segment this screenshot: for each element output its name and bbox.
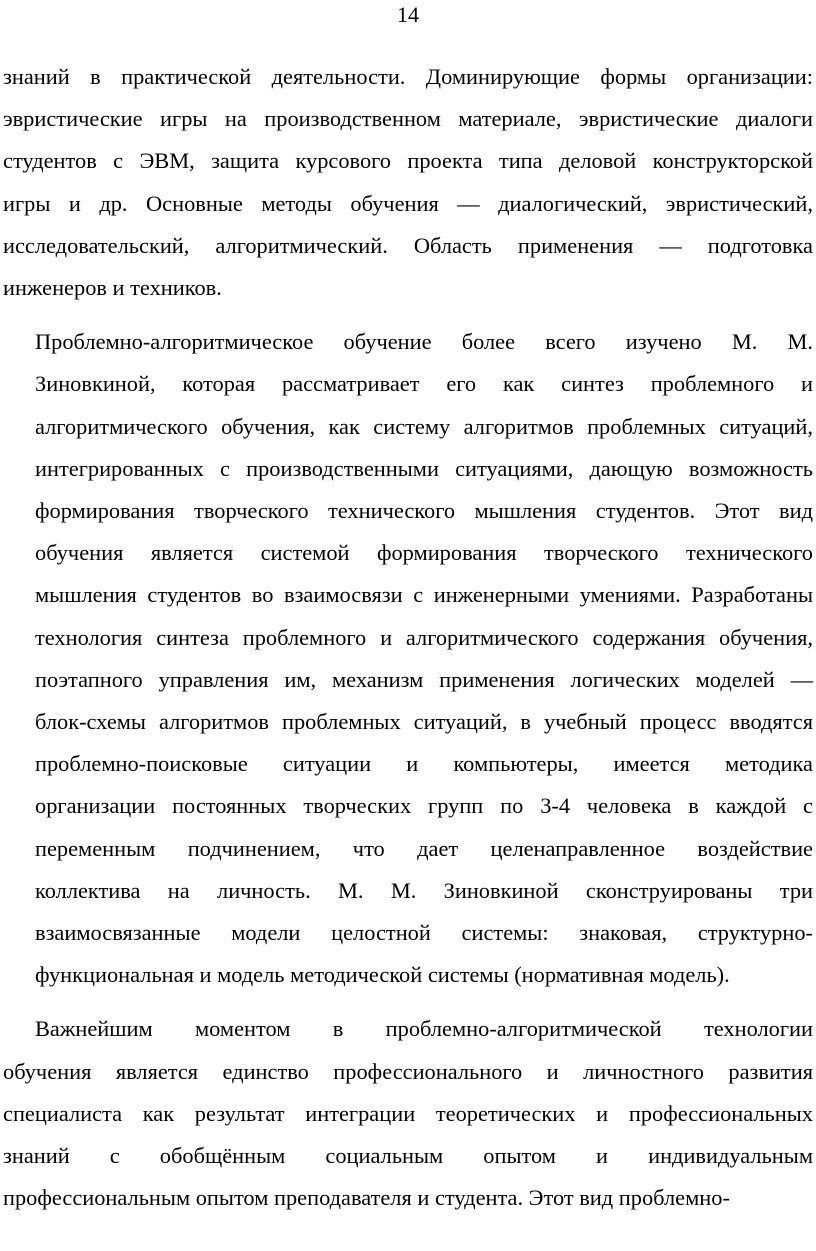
text-line: организации постоянных творческих групп по 3-4 человека в каждой с (35, 793, 813, 819)
text-line: функциональная и модель методической системы (нормативная модель). (35, 962, 730, 988)
text-line: технология синтеза проблемного и алгоритмического содержания обучения, (35, 624, 813, 650)
text-line: блок-схемы алгоритмов проблемных ситуаций, в учебный процесс вводятся (35, 709, 813, 735)
page-number: 14 (397, 2, 419, 27)
text-line: поэтапного управления им, механизм применения логических моделей — (35, 666, 813, 692)
text-line: профессиональным опытом преподавателя и студента. Этот вид проблемно- (3, 1185, 730, 1211)
body-text (3, 56, 813, 1219)
text-line: специалиста как результат интеграции теоретических и профессиональных (3, 1100, 813, 1126)
text-line: студентов с ЭВМ, защита курсового проекта типа деловой конструкторской (3, 148, 813, 174)
text-line: алгоритмического обучения, как систему алгоритмов проблемных ситуаций, (35, 413, 813, 439)
paragraph-3 (3, 1008, 813, 1219)
text-line: формирования творческого технического мышления студентов. Этот вид (35, 498, 813, 524)
text-line: исследовательский, алгоритмический. Область применения — подготовка (3, 232, 813, 258)
text-line: проблемно-поисковые ситуации и компьютеры, имеется методика (35, 751, 813, 777)
text-line: Проблемно-алгоритмическое обучение более всего изучено М. М. (35, 329, 813, 355)
text-line: игры и др. Основные методы обучения — диалогический, эвристический, (3, 190, 813, 216)
text-line: взаимосвязанные модели целостной системы: знаковая, структурно- (35, 920, 813, 946)
text-line: Важнейшим моментом в проблемно-алгоритмической технологии (35, 1016, 813, 1042)
text-line: мышления студентов во взаимосвязи с инженерными умениями. Разработаны (35, 582, 813, 608)
text-line: обучения является системой формирования творческого технического (35, 540, 813, 566)
text-line: коллектива на личность. М. М. Зиновкиной сконструированы три (35, 877, 813, 903)
text-line: знаний с обобщённым социальным опытом и индивидуальным (3, 1143, 813, 1169)
text-line: эвристические игры на производственном материале, эвристические диалоги (3, 106, 813, 132)
paragraph-2 (3, 321, 813, 996)
text-line: интегрированных с производственными ситуациями, дающую возможность (35, 455, 813, 481)
text-line: знаний в практической деятельности. Доминирующие формы организации: (3, 64, 813, 89)
text-line: переменным подчинением, что дает целенаправленное воздействие (35, 835, 813, 861)
paragraph-1 (3, 56, 813, 309)
text-line: обучения является единство профессионального и личностного развития (3, 1058, 813, 1084)
text-line: инженеров и техников. (3, 275, 222, 301)
text-line: Зиновкиной, которая рассматривает его как синтез проблемного и (35, 371, 813, 397)
